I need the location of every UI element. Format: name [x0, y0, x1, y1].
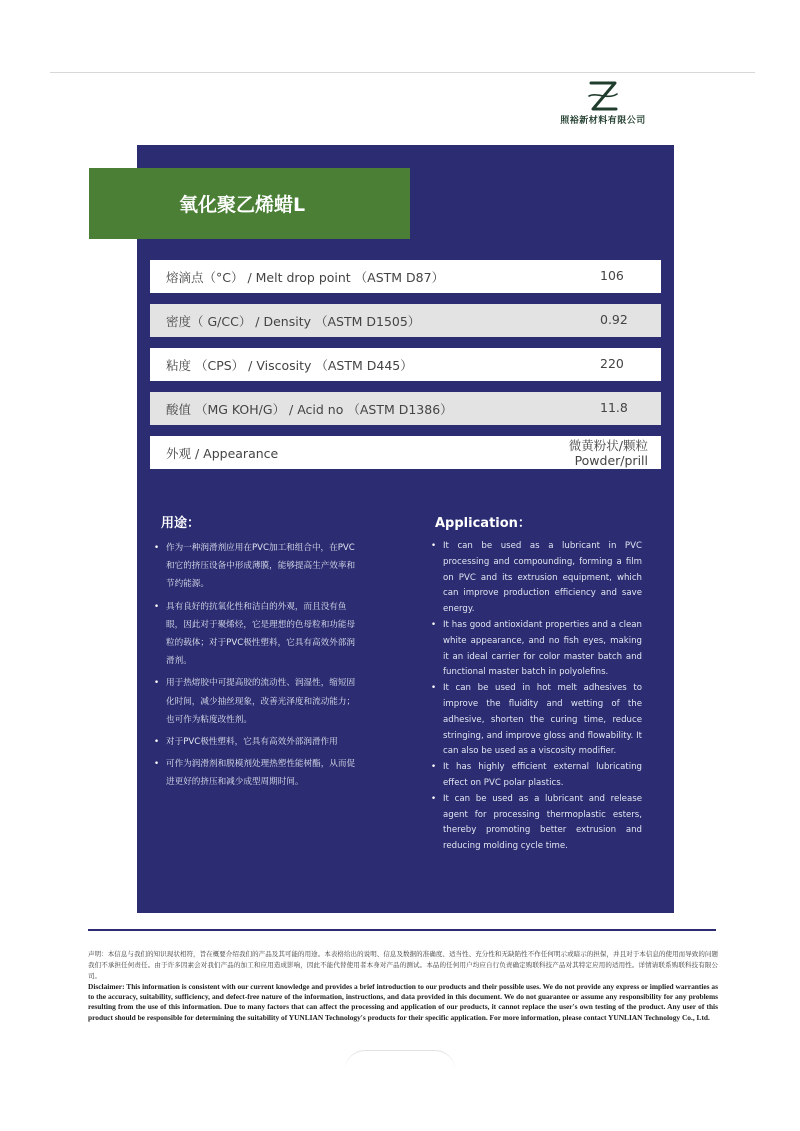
- usage-heading-en: Application：: [435, 516, 531, 531]
- list-item: • It can be used as a lubricant in PVC processing and compounding, forming a film on PVC and its extrusion equipment, which can improve production efficiency and save energy.: [430, 539, 642, 618]
- spec-label: 酸值 （MG KOH/G） / Acid no （ASTM D1386）: [166, 402, 453, 417]
- spec-value: 220: [600, 356, 624, 371]
- z-logo-icon: [586, 80, 620, 112]
- list-item: • 用于热熔胶中可提高胶的流动性、润湿性，缩短固化时间，减少抽丝现象，改善光泽度和流动能力；也可作为粘度改性剂。: [152, 674, 360, 729]
- spec-label: 粘度 （CPS） / Viscosity （ASTM D445）: [166, 358, 413, 373]
- page-bottom-decoration: [345, 1050, 455, 1070]
- header-divider: [50, 72, 755, 73]
- spec-value: 0.92: [600, 312, 628, 327]
- spec-value: 11.8: [600, 400, 628, 415]
- spec-row-melt-drop-point: [150, 260, 661, 293]
- spec-row-viscosity: [150, 348, 661, 381]
- footer-divider: [88, 929, 716, 931]
- usage-heading-cn: 用途：: [161, 516, 201, 531]
- appearance-value: [569, 438, 648, 468]
- company-name: 照裕新材料有限公司: [560, 116, 646, 126]
- usage-list-cn: [152, 539, 360, 796]
- disclaimer-cn: 声明：本信息与我们的知识现状相符，旨在概要介绍我们的产品及其可能的用途。本表格给出的说明、信息及数据的准确度、适当性、充分性和无缺陷性不作任何明示或暗示的担保，并且对于本信息的使用而导致的问题我们不承担任何责任。由于许多因素会对我们产品的加工和应用造成影响，因此不能代替使用者本身对产品的测试。本品的任何用户均应自行负责确定购联科技产品对其特定应用的适用性。详情请联系购联科技有限公司。: [88, 950, 718, 980]
- list-item: • 作为一种润滑剂应用在PVC加工和组合中，在PVC和它的挤压设备中形成薄膜，能够提高生产效率和节约能源。: [152, 539, 360, 594]
- list-item: • 具有良好的抗氧化性和洁白的外观，而且没有鱼眼，因此对于聚烯烃，它是理想的色母粒和功能母粒的载体；对于PVC极性塑料，它具有高效外部润滑剂。: [152, 598, 360, 671]
- spec-label: 外观 / Appearance: [166, 446, 279, 461]
- list-item: • It can be used in hot melt adhesives to improve the fluidity and wetting of the adhesive, shorten the curing time, reduce stringing, and improve gloss and flowability. It can also be used as a viscosity modifier.: [430, 681, 642, 760]
- disclaimer-en: Disclaimer: This information is consistent with our current knowledge and provides a brief introduction to our products and their possible uses. We do not provide any express or implied warranties as to the accuracy, suitability, sufficiency, and defect-free nature of the information, instructions, and data provided in this document. We do not guarantee or assume any responsibility for any problems resulting from the use of this information. Due to many factors that can affect the processing and application of our products, it cannot replace the user's own testing of the product. Any user of this product should be responsible for determining the suitability of YUNLIAN Technology's products for their specific application. For more information, please contact YUNLIAN Technology Co., Ltd.: [88, 982, 718, 1022]
- list-item: • It has good antioxidant properties and a clean white appearance, and no fish eyes, making it an ideal carrier for color master batch and functional master batch in polyolefins.: [430, 618, 642, 681]
- product-title: 氧化聚乙烯蜡L: [179, 194, 306, 216]
- spec-label: 密度（ G/CC） / Density （ASTM D1505）: [166, 314, 421, 329]
- list-item: • It can be used as a lubricant and release agent for processing thermoplastic esters, thereby promoting better extrusion and reducing molding cycle time.: [430, 792, 642, 855]
- list-item: • It has highly efficient external lubricating effect on PVC polar plastics.: [430, 760, 642, 792]
- spec-row-appearance: [150, 436, 661, 469]
- spec-label: 熔滴点（°C） / Melt drop point （ASTM D87）: [166, 270, 445, 285]
- spec-row-acid-no: [150, 392, 661, 425]
- appearance-value-en: Powder/prill: [574, 453, 648, 468]
- product-title-bar: [89, 168, 410, 239]
- company-logo: [548, 80, 658, 132]
- appearance-value-cn: 微黄粉状/颗粒: [568, 438, 648, 453]
- spec-value: 106: [600, 268, 624, 283]
- spec-row-density: [150, 304, 661, 337]
- list-item: • 对于PVC极性塑料，它具有高效外部润滑作用: [152, 733, 360, 751]
- usage-list-en: [430, 539, 642, 855]
- list-item: • 可作为润滑剂和脱模剂处理热塑性能树酯，从而促进更好的挤压和减少成型周期时间。: [152, 755, 360, 791]
